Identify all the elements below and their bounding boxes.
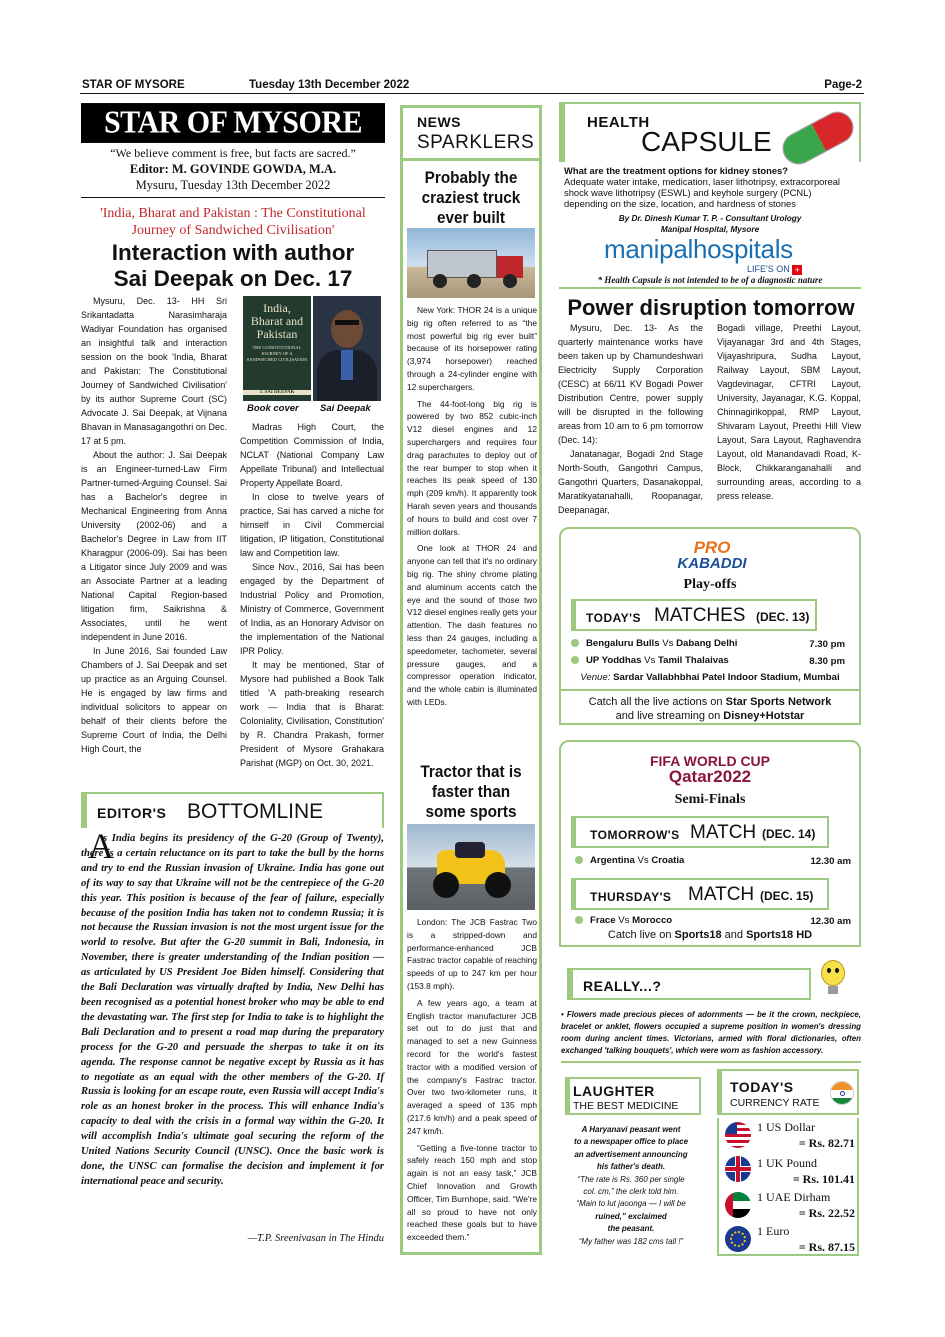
editor-label-big: BOTTOMLINE [187,800,324,823]
header-date: Tuesday 13th December 2022 [249,79,410,91]
broadcast-text: Catch live on [607,929,672,941]
fifa-subtitle: Semi-Finals [674,792,746,807]
broadcast-streaming: Disney+Hotstar [723,710,805,722]
kabaddi-matches-tab [571,599,817,631]
broadcast-text: Catch all the live actions on [588,696,723,708]
fifa-match-2 [575,915,851,926]
health-author: By Dr. Dinesh Kumar T. P. - Consultant Urology [618,214,802,223]
eu-flag-icon [725,1226,751,1252]
lead-paragraph: Madras High Court, the Competition Commission of India, NCLAT (National Company Law Appellate Tribunal) and Intellectual Property Appellate Board. [240,422,384,488]
masthead-editor: Editor: M. GOVINDE GOWDA, M.A. [129,162,337,176]
kabaddi-broadcast [561,689,859,725]
jcb-tractor-image [407,824,535,910]
vs-text: Vs [637,855,649,866]
joke-line: “My father was 182 cms tall !” [578,1236,684,1246]
fifa-match-label: MATCH [688,884,755,905]
masthead-rule [81,197,385,198]
fifa-logo-1: FIFA WORLD CUP [649,753,771,769]
fifa-tomorrow-tab [571,816,829,848]
uae-flag-icon [725,1192,751,1218]
joke-line: “Main to lut jaoonga — I will be [576,1199,686,1209]
broadcast-network: Star Sports Network [725,696,832,708]
news-paragraph: New York: THOR 24 is a unique big rig often referred to as “the most powerful big rig ever built” because of its horsepower rating (3,974 horsepower) reached through a 24-cylinder engine with 12 superchargers. [407,305,537,392]
caption-author: Sai Deepak [320,403,371,414]
header-paper-name: STAR OF MYSORE [82,79,185,91]
match-time: 12.30 am [810,916,851,927]
currency-value: = Rs. 82.71 [798,1136,855,1150]
kabaddi-today-label: TODAY'S [586,611,642,625]
fifa-logo-2: Qatar2022 [668,767,752,786]
lead-paragraph: In close to twelve years of practice, Sai has carved a niche for himself in Civil Commercial litigation, IP litigation, Constitutional law and Competition law. [240,492,384,558]
pro-logo-text: PRO [693,538,731,557]
joke-line: his father's death. [596,1162,666,1172]
really-label: REALLY...? [583,978,662,994]
really-text: • Flowers made precious pieces of adornments — be it the crown, neckpiece, bracelet or anklet, flowers occupied a supreme position in women's dressing room during ancient times. Victorians, armed with floral dictionaries, often exchanged 'talking bouquets', which were worn as fashion accessory. [561,1009,861,1063]
vs-text: Vs [662,638,674,649]
masthead-logo [81,103,385,143]
news-paragraph: One look at THOR 24 and anyone can tell that it's no ordinary big rig. The shiny chrome plating and aluminum accents catch the eye and the sound of those two V12 diesel engines really gets your attention. The dash features no less than 24 gauges, including a speedometer, tachometer, several pressure gauges, and a compressor operation indicator, and the whole cabin is illuminated with LEDs. [407,543,537,707]
health-question: What are the treatment options for kidney stones? [564,165,788,176]
kabaddi-panel [559,527,861,725]
kabaddi-venue [561,672,859,683]
pro-kabaddi-logo [657,539,767,571]
book-cover-image [243,296,311,401]
broadcast-text: and [724,929,744,941]
lead-paragraph: Mysuru, Dec. 13- HH Sri Srikantadatta Narasimharaja Wadiyar Foundation has organised an insightful talk and interaction session on the book 'India, Bharat and Pakistan: The Constitutional Journey of Sandwiched Civilisation' by its author Supreme Court (SC) Advocate J. Sai Deepak, at Vijnana Bhavan in Manasagangothri on Dec. 17 at 5 pm. [81,296,227,446]
joke-line: A Haryanavi peasant went [581,1125,681,1134]
author-photo [313,296,381,401]
currency-row-aed [719,1188,857,1222]
health-answer: Adequate water intake, medication, laser lithotripsy, extracorporeal shock wave lithotripsy (ESWL) and keyhole surgery (PCNL) depending on the size, location, and hardness of stones [564,176,841,210]
uk-flag-icon [725,1156,751,1182]
editor-text: s India begins its presidency of the G-20 (Group of Twenty), there is a certain reluctance on its part to take the bull by the horns and try to end the Russian invasion of Ukraine. India has gone out of its way to say that Ukraine will not be the centrepiece of the G-20 this year. This position is because of the fear of failure, especially because of the position India has taken not to condemn Russia; it is not because the Russian invasion is not the most urgent issue for the world to resolve. But after the G-20 summit in Bali, Indonesia, in November, there is greater understanding of the Indian position — as articulated by US President Joe Biden himself. Considering that the Bali Declaration was virtually drafted by India, New Delhi has been recognised as a potential honest broker who may be able to end the devastating war. The first step for India to take is to highlight the Bali Declaration and to present a road map during the preparatory process for the G-20 and persuade the sherpas to take it on its agenda. The response cannot be negative except by Russia as it has to negotiate as an equal with the other members of the G-20. If Russia is looking for an escape route, even Russia will accept India's role as an honest broker in the process. This will enhance India's capacity to deal with the crisis in a formal way within the G-20. It will accomplish India's ultimate goal securing the reform of the United Nations Security Council (UNSC). Once the basic work is done, the UNSC can formalise the decision and implement it for international peace and security. [81,833,384,1187]
news-story-2 [407,916,537,1244]
team-a: Argentina [590,855,635,866]
venue-label: Venue: [580,672,611,683]
bullet-icon [571,639,579,647]
header-page-number: Page-2 [824,79,862,91]
news-tab-rule [403,158,539,161]
lead-paragraph: In June 2016, Sai founded Law Chambers of J. Sai Deepak and set up practice as an Arguing Counsel. He is engaged by law firms and individual solicitors to appear on behalf of their clients before the Supreme Court of India, the Delhi High Court, the [81,646,227,754]
currency-name: 1 UK Pound [757,1156,818,1170]
india-flag-icon [830,1081,854,1105]
match-time: 12.30 am [810,856,851,867]
joke-line: the peasant. [607,1224,655,1234]
kabaddi-match-1 [571,638,851,649]
fifa-thursday-tab [571,878,829,910]
fifa-panel [559,740,861,947]
match-time: 8.30 pm [809,656,845,667]
lead-paragraph: About the author: J. Sai Deepak is an Engineer-turned-Law Firm Partner-turned-Arguing Counsel. Sai has a Bachelor's degree in Mechanical Engineering from Anna University (2002-06) and a Bachelor's Degree in Law from IIT Kharagpur (2006-09). Sai has been a Litigator since July 2009 and was an Associate Partner at a leading National Capital Region-based litigation firm, Saikrishna & Associates, until he went independent in June 2016. [81,450,227,642]
health-hospital: Manipal Hospital, Mysore [660,225,760,234]
news-paragraph: London: The JCB Fastrac Two is a stripped-down and performance-enhanced JCB Fastrac tractor capable of reaching speeds of up to 247 km per hour (153.8 mph). [407,917,537,991]
power-paragraph: Mysuru, Dec. 13- As the quarterly maintenance works have been taken up by Chamundeshwari Electricity Supply Corporation (CESC) at 66/11 KV Bogadi Power Distribution Centre, power supply will be disrupted in the following areas from 10 am to 6 pm tomorrow (Dec. 14): [558,323,703,445]
fifa-thursday-label: THURSDAY'S [590,890,672,904]
team-b: Tamil Thalaivas [658,655,729,666]
editor-dropcap: A [88,826,114,866]
sparklers-label: SPARKLERS [417,132,535,153]
masthead-motto: “We believe comment is free, but facts are sacred.” [110,146,356,160]
news-headline-2: Tractor that is faster than some sports [420,762,522,821]
lead-headline-1: Interaction with author [111,240,355,265]
currency-name: 1 US Dollar [757,1120,815,1134]
joke-line: col. cm,” the clerk told him. [583,1187,679,1197]
currency-rate-label: CURRENCY RATE [730,1097,820,1109]
currency-name: 1 Euro [757,1224,790,1238]
laughter-tab [565,1077,701,1115]
page-header [80,78,864,94]
match-time: 7.30 pm [809,639,845,650]
kabaddi-date: (DEC. 13) [756,610,810,624]
masthead-title: STAR OF MYSORE [103,105,363,140]
manipal-tagline [747,264,802,275]
editor-byline: —T.P. Sreenivasan in The Hindu [247,1233,384,1244]
currency-row-gbp [719,1154,857,1188]
best-medicine-label: THE BEST MEDICINE [573,1100,679,1112]
news-paragraph: The 44-foot-long big rig is powered by two 852 cubic-inch V12 diesel engines and 12 superchargers and requires four drag parachutes to deploy out of the rear bumper to stop when it reaches its peak speed of 130 mph (209 km/h). It apparently took Harah seven years and thousands of hours to build and cost over 7 million dollars. [407,398,537,537]
bullet-icon [571,656,579,664]
currency-value: = Rs. 101.41 [792,1172,855,1186]
editor-bottomline-tab [81,792,384,828]
fifa-date-2: (DEC. 15) [760,889,814,903]
joke-line: ruined,” exclaimed [595,1211,667,1221]
currency-row-eur [719,1222,857,1256]
venue-name: Sardar Vallabhbhai Patel Indoor Stadium, Mumbai [613,672,840,683]
broadcast-channel: Sports18 [674,929,722,941]
health-label: HEALTH [587,114,650,131]
manipal-logo: manipalhospitals [604,234,793,264]
team-a: Frace [590,915,616,926]
currency-value: = Rs. 87.15 [798,1240,855,1254]
caption-book-cover: Book cover [247,403,299,414]
broadcast-channel: Sports18 HD [746,929,813,941]
currency-name: 1 UAE Dirham [757,1190,831,1204]
manipal-tag-text: LIFE'S ON [747,264,790,274]
news-story-1 [407,304,537,709]
lead-column-1 [81,294,227,756]
vs-text: Vs [644,655,656,666]
joke-line: an advertisement announcing [574,1149,688,1159]
book-cover-title: India, Bharat and Pakistan [250,301,304,341]
thor-truck-image [407,228,535,298]
team-b: Dabang Delhi [676,638,738,649]
lead-column-2 [240,420,384,770]
news-label: NEWS [417,114,461,130]
capsule-label: CAPSULE [641,126,772,157]
team-b: Morocco [632,915,673,926]
team-a: UP Yoddhas [586,655,642,666]
laughter-joke [559,1124,703,1248]
laughter-label: LAUGHTER [573,1083,655,1099]
news-paragraph: “Getting a five-tonne tractor to safely reach 150 mph and stop again is not an easy task,” JCB Chief Innovation and Growth Officer, Tim Burnhope, said. “We're all so proud to have not only reached these goals but to have exceeded them.” [407,1142,537,1243]
news-paragraph: A few years ago, a team at English tractor manufacturer JCB set out to do just that and managed to set a new Guinness record for the world's fastest tractor with a modified version of the company's Fastrac tractor. Over two two-kilometer runs, it averaged a speed of 135 mph (217.6 km/h) and a peak speed of 247 km/h. [407,997,537,1136]
kabaddi-match-2 [571,655,851,666]
really-tab [567,968,811,1000]
power-paragraph: Janatanagar, Bogadi 2nd Stage North-South, Gangothri Campus, Gangothri Quarters, Dasanakoppal, Maratikyatanahalli, Roopanagar, Deepanagar, [558,449,703,515]
lead-paragraph: Since Nov., 2016, Sai has been engaged by the Department of Industrial Policy and Promotion, Ministry of Commerce, Government of India, as an Honorary Advisor on the implementation of the National IPR Policy. [240,562,384,656]
news-headline-1: Probably the craziest truck ever built [421,168,521,227]
team-a: Bengaluru Bulls [586,638,660,649]
us-flag-icon [725,1122,751,1148]
lead-kicker: 'India, Bharat and Pakistan : The Constitutional Journey of Sandwiched Civilisation' [100,206,366,238]
masthead-dateline: Mysuru, Tuesday 13th December 2022 [135,178,331,192]
fifa-match-label: MATCH [690,822,757,843]
fifa-tomorrow-label: TOMORROW'S [590,828,680,842]
team-b: Croatia [651,855,685,866]
currency-row-usd [719,1118,857,1152]
broadcast-text: and live streaming on [615,710,721,722]
news-sparklers-panel [400,105,542,1255]
joke-line: “The rate is Rs. 360 per single [577,1174,685,1184]
kabaddi-logo-text: KABADDI [677,555,747,572]
power-column-1 [558,321,703,517]
power-column-2 [717,321,861,503]
fifa-broadcast [561,929,859,941]
lead-paragraph: It may be mentioned, Star of Mysore had published a Book Talk titled 'A path-breaking research work — India that is Bharat: Coloniality, Civilisation, Constitution' by R. Chandra Prakash, former President of Mysore Grahakara Parishat (MGP) on Oct. 30, 2021. [240,660,384,768]
joke-line: to a newspaper office to place [573,1137,689,1147]
power-headline: Power disruption tomorrow [567,295,855,320]
currency-today-label: TODAY'S [730,1079,794,1095]
vs-text: Vs [618,915,630,926]
bullet-icon [575,916,583,924]
plus-icon: + [792,265,802,275]
bulb-mascot-icon [818,958,848,1000]
bullet-icon [575,856,583,864]
fifa-match-1 [575,855,851,866]
currency-tab [717,1069,859,1115]
power-paragraph: Bogadi village, Preethi Layout, Vijayanagar 3rd and 4th Stages, Vijayashripura, Sudha Layout, Railway Layout, SBM Layout, Vagdevinagar, CFTRI Layout, University, Jayanagar, K.G. Koppal, Chinnagirikoppal, RMP Layout, Shivaram Layout, Preethi Hill View Layout, Sara Layout, Raghavendra Layout, old Manandavadi Road, K-Block, Chikkaranganahalli and surrounding areas, according to a press release. [717,323,861,501]
kabaddi-subtitle: Play-offs [683,577,737,592]
currency-value: = Rs. 22.52 [798,1206,855,1220]
editor-label: EDITOR'S [97,805,167,821]
book-cover-subtitle: THE CONSTITUTIONAL JOURNEY OF A SANDWICHED CIVILISATION [246,345,308,362]
kabaddi-matches-label: MATCHES [654,605,746,626]
lead-headline-2: Sai Deepak on Dec. 17 [113,266,353,291]
fifa-date-1: (DEC. 14) [762,827,816,841]
book-cover-author: J. SAI DEEPAK [243,390,311,395]
health-disclaimer: * Health Capsule is not intended to be of a diagnostic nature [559,275,861,289]
currency-list [717,1118,859,1256]
